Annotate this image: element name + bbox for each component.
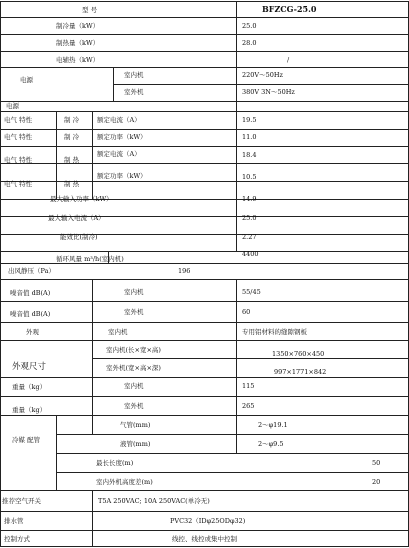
heating-capacity-label: 制热量（kW）: [56, 39, 100, 47]
weight-indoor-value: 115: [242, 382, 255, 390]
weight-outdoor-label: 重量（kg）: [12, 406, 47, 414]
weight-outdoor-unit: 室外机: [124, 402, 144, 410]
piping-max-length-value: 50: [372, 459, 381, 467]
max-input-current-label: 最大输入电流（A）: [48, 214, 105, 222]
piping-label: 冷媒 配管: [12, 436, 41, 444]
grid-line: [56, 434, 409, 435]
elec-row-value: 10.5: [242, 173, 257, 181]
grid-line: [0, 340, 409, 341]
elec-row-item: 额定电流（A）: [97, 150, 141, 158]
grid-line: [0, 377, 409, 378]
piping-gas-label: 气管(mm): [120, 421, 151, 429]
piping-max-length-label: 最长长度(m): [96, 459, 134, 467]
outlet-pressure-value: 196: [178, 267, 191, 275]
dimensions-label: 外观尺寸: [12, 362, 47, 372]
breaker-label: 推荐空气开关: [2, 497, 41, 505]
elec-row-label: 电气 特性: [4, 156, 33, 164]
grid-line: [0, 279, 409, 280]
elec-row-item: 额定功率（kW）: [97, 172, 147, 180]
grid-line: [0, 490, 409, 491]
piping-liquid-value: 2～φ9.5: [258, 440, 284, 448]
power-outdoor-label: 室外机: [124, 88, 144, 96]
grid-line: [0, 129, 409, 130]
heating-capacity-value: 28.0: [242, 39, 257, 47]
grid-line: [92, 490, 93, 546]
power-supply-label: 电源: [20, 76, 33, 84]
piping-height-diff-value: 20: [372, 478, 381, 486]
elec-row-mode: 制 热: [64, 180, 80, 188]
elec-row-label: 电气 特性: [4, 133, 33, 141]
elec-row-value: 11.0: [242, 133, 257, 141]
max-input-current-value: 25.0: [242, 214, 257, 222]
dimensions-outdoor-label: 室外机(宽×高×深): [106, 364, 161, 372]
power-indoor-value: 220V～50Hz: [242, 71, 283, 79]
weight-indoor-label: 重量（kg）: [12, 383, 47, 391]
elec-row-label: 电气 特性: [4, 180, 33, 188]
power-indoor-label: 室内机: [124, 71, 144, 79]
appearance-value: 专用铝材料的缝隙钢板: [242, 328, 307, 336]
max-input-power-value: 14.9: [242, 195, 257, 203]
grid-line: [0, 511, 409, 512]
grid-line: [92, 111, 93, 199]
elec-row-value: 18.4: [242, 151, 257, 159]
grid-line: [0, 396, 409, 397]
drain-value: PVC32（IDφ25ODφ32): [170, 517, 246, 525]
drain-label: 排水管: [4, 517, 24, 525]
grid-line: [113, 84, 409, 85]
elec-row-mode: 制 热: [64, 156, 80, 164]
elec-row-item: 额定电流（A）: [97, 116, 141, 124]
aux-heat-value: /: [287, 56, 290, 64]
grid-line: [0, 101, 409, 102]
control-value: 线控、线控或集中控制: [172, 535, 237, 543]
noise-indoor-label: 噪音值 dB(A): [10, 289, 51, 297]
grid-line: [56, 415, 57, 490]
piping-liquid-label: 液管(mm): [120, 440, 151, 448]
grid-line: [0, 111, 409, 112]
grid-line: [92, 358, 409, 359]
dimensions-indoor-value: 1350×760×450: [272, 350, 325, 358]
cooling-capacity-value: 25.0: [242, 22, 257, 30]
grid-line: [56, 472, 409, 473]
noise-outdoor-unit: 室外机: [124, 308, 144, 316]
elec-row-mode: 制 冷: [64, 116, 80, 124]
grid-line: [0, 301, 409, 302]
elec-row-mode: 制 冷: [64, 133, 80, 141]
appearance-label: 外观: [26, 328, 39, 336]
elec-row-item: 额定功率（kW）: [97, 133, 147, 141]
grid-line: [0, 34, 409, 35]
piping-gas-value: 2～φ19.1: [258, 421, 288, 429]
grid-line: [0, 546, 409, 547]
elec-row-label: 电气 特性: [4, 116, 33, 124]
grid-line: [0, 1, 1, 546]
eer-value: 2.27: [242, 233, 257, 241]
weight-outdoor-value: 265: [242, 402, 255, 410]
aux-heat-label: 电辅热（kW）: [56, 56, 100, 64]
piping-height-diff-label: 室内外机高度差(m): [96, 478, 153, 486]
noise-outdoor-label: 噪音值 dB(A): [10, 310, 51, 318]
dimensions-outdoor-value: 997×1771×842: [274, 368, 327, 376]
grid-line: [0, 67, 409, 68]
breaker-value: T5A 250VAC; 10A 250VAC(单冷无): [98, 497, 210, 505]
power-outdoor-value: 380V 3N～50Hz: [242, 88, 295, 96]
grid-line: [56, 453, 409, 454]
model-value: BFZCG-25.0: [262, 4, 317, 14]
weight-indoor-unit: 室内机: [124, 382, 144, 390]
noise-indoor-unit: 室内机: [124, 288, 144, 296]
elec-row-value: 19.5: [242, 116, 257, 124]
grid-line: [0, 251, 409, 252]
grid-line: [0, 1, 409, 2]
grid-line: [236, 279, 237, 434]
grid-line: [0, 415, 409, 416]
grid-line: [0, 146, 409, 147]
grid-line: [236, 415, 237, 453]
grid-line: [56, 111, 57, 199]
grid-line: [0, 263, 409, 264]
model-label: 型 号: [82, 6, 98, 14]
control-label: 控制方式: [4, 535, 30, 543]
grid-line: [0, 530, 409, 531]
outlet-pressure-label: 出风静压（Pa）: [8, 267, 55, 275]
airflow-label: 循环风量 m³/h(室内机): [56, 255, 124, 263]
noise-outdoor-value: 60: [242, 308, 251, 316]
airflow-value: 4400: [242, 250, 259, 258]
eer-label: 能效比(制冷): [60, 233, 98, 241]
noise-indoor-value: 55/45: [242, 288, 261, 296]
dimensions-indoor-label: 室内机(长×宽×高): [106, 346, 161, 354]
max-input-power-label: 最大输入功率（kW）: [50, 195, 113, 203]
cooling-capacity-label: 制冷量（kW）: [56, 22, 100, 30]
grid-line: [0, 51, 409, 52]
electric-group-label: 电源: [6, 102, 19, 110]
grid-line: [0, 163, 409, 164]
grid-line: [0, 181, 409, 182]
grid-line: [0, 322, 409, 323]
grid-line: [92, 279, 93, 434]
grid-line: [236, 1, 237, 251]
grid-line: [113, 67, 114, 101]
appearance-unit: 室内机: [108, 328, 128, 336]
grid-line: [0, 17, 409, 18]
